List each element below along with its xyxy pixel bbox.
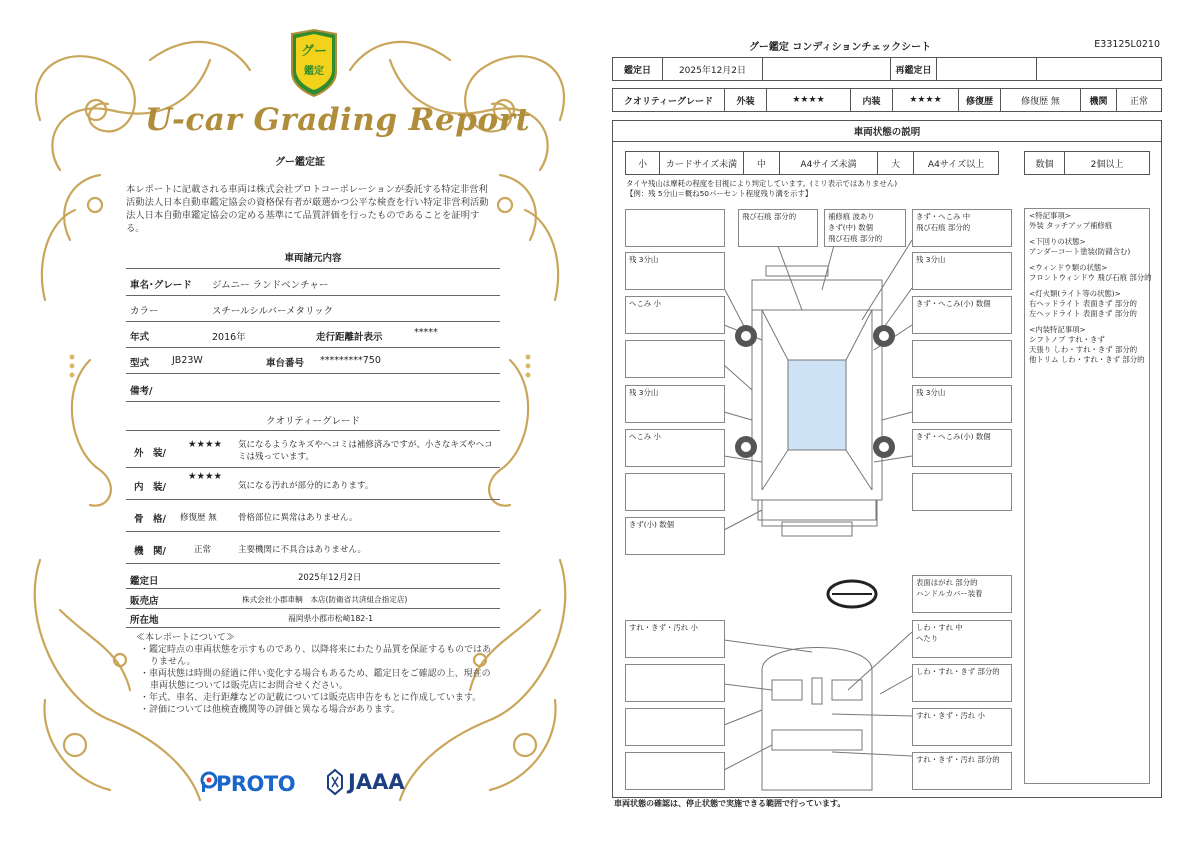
note-right-rear: きず・へこみ(小) 数個 [912, 429, 1012, 467]
legend-small-desc: カードサイズ未満 [660, 152, 744, 174]
special-line: <特記事項> [1029, 211, 1071, 220]
special-line: フロントウィンドウ 飛び石痕 部分的 [1029, 273, 1152, 282]
note-interior-passenger-seat: しわ・すれ・きず 部分的 [912, 664, 1012, 702]
note-right-tire-front: 残 3分山 [912, 252, 1012, 290]
note-interior-driver-seat: しわ・すれ 中 へたり [912, 620, 1012, 658]
about-heading: ≪本レポートについて≫ [136, 633, 235, 643]
engine-comment: 主要機関に不具合はありません。 [238, 545, 367, 555]
special-line: 天張り しわ・すれ・きず 部分的 [1029, 345, 1138, 354]
legend-small: 小 [626, 152, 660, 174]
frame-comment: 骨格部位に異常はありません。 [238, 513, 358, 523]
note-left-door [625, 340, 725, 378]
repair-label: 修復歴 [959, 89, 1001, 111]
empty-cell [1037, 58, 1161, 80]
interior-stars: ★★★★ [188, 471, 223, 482]
year-label: 年式 [130, 332, 150, 343]
divider [126, 430, 500, 431]
about-report [136, 632, 496, 716]
count-legend [1024, 151, 1150, 175]
note-interior-rear-seat: すれ・きず・汚れ 部分的 [912, 752, 1012, 790]
legend-medium-desc: A4サイズ未満 [780, 152, 878, 174]
note-left-tire-rear: 残 3分山 [625, 385, 725, 423]
count-label: 数個 [1025, 152, 1065, 174]
engine-status: 正常 [194, 545, 212, 555]
sheet-id: E33125L0210 [1094, 39, 1160, 50]
grade-row-frame [126, 501, 500, 532]
note-left-quarter [625, 473, 725, 511]
special-line: 左ヘッドライト 表面きず 部分的 [1029, 309, 1137, 318]
special-line: <下回りの状態> [1029, 237, 1086, 246]
model-value: JB23W [172, 355, 203, 366]
note-interior-left-2 [625, 708, 725, 746]
note-interior-console: すれ・きず・汚れ 小 [912, 708, 1012, 746]
count-value: 2個以上 [1090, 159, 1124, 170]
model-label: 型式 [130, 358, 150, 369]
mileage-value: ***** [414, 327, 438, 338]
engine-label: 機 関/ [134, 546, 166, 557]
int-stars: ★★★★ [893, 89, 959, 111]
sheet-title: グー鑑定 コンディションチェックシート [748, 42, 932, 53]
tire-example: 【例：残 5分山＝概ね50パーセント程度残り溝を示す】 [626, 189, 813, 198]
size-legend [625, 151, 999, 175]
divider [126, 268, 500, 269]
note-right-tire-rear: 残 3分山 [912, 385, 1012, 423]
engine-value: 正常 [1129, 96, 1148, 107]
interior-comment: 気になる汚れが部分的にあります。 [238, 481, 374, 491]
badge-top-text: グー [300, 44, 327, 59]
remarks-label: 備考/ [130, 386, 153, 397]
jaaa-logo-icon [326, 768, 344, 796]
note-interior-left-3 [625, 752, 725, 790]
exterior-label: 外 装/ [134, 448, 166, 459]
address-label: 所在地 [130, 615, 159, 626]
name-value: ジムニー ランドベンチャー [212, 280, 329, 291]
jaaa-logo: JAAA [348, 770, 405, 794]
year-value: 2016年 [212, 332, 246, 343]
note-left-rear: へこみ 小 [625, 429, 725, 467]
spec-row-color [126, 297, 500, 322]
specs-heading: 車両諸元内容 [284, 253, 342, 264]
color-value: スチールシルバーメタリック [212, 306, 334, 317]
special-line: シフトノブ すれ・きず [1029, 335, 1105, 344]
engine-label: 機関 [1081, 89, 1117, 111]
note-steering: 表面はがれ 部分的 ハンドルカバー装着 [912, 575, 1012, 613]
ext-label: 外装 [725, 89, 767, 111]
note-front-center: 飛び石痕 部分的 [738, 209, 818, 247]
note-left-fender: へこみ 小 [625, 296, 725, 334]
grade-label: クオリティーグレード [613, 89, 725, 111]
date-value: 2025年12月2日 [298, 573, 362, 583]
about-item: ・評価については他検査機関等の評価と異なる場合があります。 [140, 705, 401, 715]
spec-row-name [126, 271, 500, 296]
ext-stars: ★★★★ [767, 89, 851, 111]
note-front-right: きず・へこみ 中 飛び石痕 部分的 [912, 209, 1012, 247]
note-windshield: 補修痕 波あり きず(中) 数個 飛び石痕 部分的 [824, 209, 906, 247]
about-item: ・鑑定時点の車両状態を示すものであり、以降将来にわたり品質を保証するものではありません。 [140, 645, 492, 667]
frame-label: 骨 格/ [134, 514, 166, 525]
legend-medium: 中 [744, 152, 780, 174]
certificate-title: U-car Grading Report [145, 102, 531, 138]
dealer-value: 株式会社小郡車輌 本店(防衛省共済組合指定店) [242, 595, 408, 604]
spec-row-year [126, 323, 500, 348]
state-heading: 車両状態の説明 [612, 120, 1162, 142]
legend-large-desc: A4サイズ以上 [927, 159, 985, 170]
reinspect-value [937, 58, 1037, 80]
reinspect-label: 再鑑定日 [891, 58, 937, 80]
note-right-door [912, 340, 1012, 378]
note-interior-dash: すれ・きず・汚れ 小 [625, 620, 725, 658]
empty-cell [763, 58, 891, 80]
note-left-tire-front: 残 3分山 [625, 252, 725, 290]
dealer-row [126, 589, 500, 609]
goo-kantei-badge [286, 28, 342, 98]
interior-label: 内 装/ [134, 482, 166, 493]
repair-value: 修復歴 無 [1001, 89, 1081, 111]
special-line: 他トリム しわ・すれ・きず 部分的 [1029, 355, 1145, 364]
special-line: <ウィンドウ類の状態> [1029, 263, 1108, 272]
special-line: 右ヘッドライト 表面きず 部分的 [1029, 299, 1137, 308]
spec-row-remarks [126, 375, 500, 402]
note-interior-left-1 [625, 664, 725, 702]
special-line: <灯火類(ライト等の状態)> [1029, 289, 1121, 298]
date-table [612, 57, 1162, 81]
exterior-stars: ★★★★ [188, 439, 223, 450]
address-value: 福岡県小郡市松崎182-1 [288, 614, 374, 623]
grade-table [612, 88, 1162, 112]
int-label: 内装 [851, 89, 893, 111]
special-notes [1024, 208, 1150, 784]
note-right-fender: きず・へこみ(小) 数個 [912, 296, 1012, 334]
grade-row-engine [126, 533, 500, 564]
note-right-quarter [912, 473, 1012, 511]
address-row [126, 609, 500, 628]
date-value: 2025年12月2日 [663, 58, 763, 80]
chassis-label: 車台番号 [266, 358, 305, 369]
special-line: <内装特記事項> [1029, 325, 1086, 334]
certificate-intro: 本レポートに記載される車両は株式会社プロトコーポレーションが委託する特定非営利活動法人日本自動車鑑定協会の資格保有者が厳選かつ公平な検査を行い特定非営利活動法人日本自動車鑑定協会の定める基準にて品質評価を行ったものであることを証明する。 [126, 184, 489, 234]
chassis-value: *********750 [320, 355, 381, 366]
grade-row-interior [126, 469, 500, 500]
proto-logo: PROTO [216, 772, 296, 796]
badge-bottom-text: 鑑定 [304, 66, 324, 77]
sheet-footer: 車両状態の確認は、停止状態で実施できる範囲で行っています。 [614, 799, 846, 808]
about-item: ・車両状態は時間の経過に伴い変化する場合もあるため、鑑定日をご確認の上、現在の車両状態については販売店にお問合せください。 [140, 669, 491, 691]
frame-status: 修復歴 無 [180, 513, 217, 523]
mileage-label: 走行距離計表示 [316, 332, 383, 343]
spec-row-model [126, 349, 500, 374]
about-item: ・年式、車名、走行距離などの記載については販売店申告をもとに作成しています。 [140, 693, 482, 703]
note-rear-left: きず(小) 数個 [625, 517, 725, 555]
special-line: アンダーコート塗装(防錆含む) [1029, 247, 1131, 256]
grade-heading: クオリティーグレード [265, 416, 361, 427]
tire-note: タイヤ残山は摩耗の程度を目視により判定しています。(ミリ表示ではありません) [626, 179, 898, 188]
date-label: 鑑定日 [613, 58, 663, 80]
name-label: 車名･グレード [130, 280, 192, 291]
dealer-label: 販売店 [130, 596, 159, 607]
grade-row-exterior [126, 433, 500, 468]
exterior-comment: 気になるようなキズやヘコミは補修済みですが、小さなキズやヘコミは残っています。 [238, 440, 493, 462]
special-line: 外装 タッチアップ補修痕 [1029, 221, 1113, 230]
date-label: 鑑定日 [130, 576, 159, 587]
date-row [126, 568, 500, 589]
legend-large: 大 [878, 152, 914, 174]
certificate-subtitle: グー鑑定証 [275, 157, 325, 168]
note-front-left [625, 209, 725, 247]
color-label: カラー [130, 306, 159, 317]
